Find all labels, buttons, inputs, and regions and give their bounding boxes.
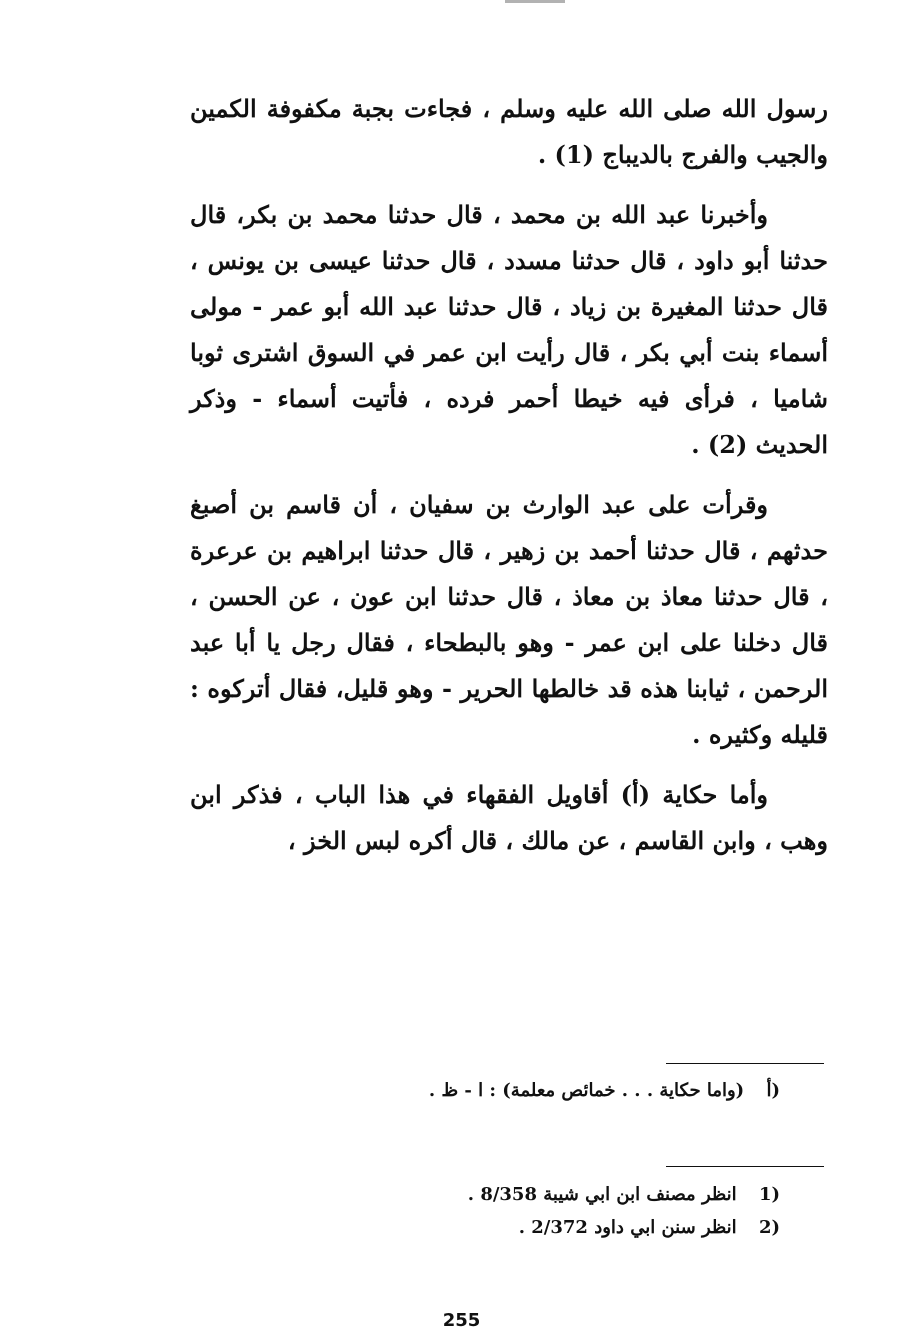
footnote-1 [468, 1184, 780, 1205]
main-text [190, 86, 828, 878]
paragraph-2: وأخبرنا عبد الله بن محمد ، قال حدثنا محمد بن بكر، قال حدثنا أبو داود ، قال حدثنا مسدد ، قال حدثنا عيسى بن يونس ، قال حدثنا المغيرة بن زياد ، قال حدثنا عبد الله أبو عمر - مولى أسماء بنت أبي بكر ، قال رأيت ابن عمر في السوق اشترى ثوبا شاميا ، فرأى فيه خيطا أحمر فرده ، فأتيت أسماء - وذكر الحديث (2) . [190, 200, 828, 459]
footnote-marker: أ) [766, 1080, 780, 1101]
footnote-marker: 2) [758, 1217, 780, 1238]
paragraph-1: رسول الله صلى الله عليه وسلم ، فجاءت بجبة مكفوفة الكمين والجيب والفرج بالديباج (1) . [190, 94, 828, 169]
footnote-variant [429, 1080, 780, 1101]
page-number: 255 [442, 1310, 481, 1331]
footnote-text: (واما حكاية . . . خمائص معلمة) : ا - ظ . [428, 1080, 745, 1101]
paragraph-4: وأما حكاية (أ) أقاويل الفقهاء في هذا الباب ، فذكر ابن وهب ، وابن القاسم ، عن مالك ، قال أكره لبس الخز ، [190, 780, 828, 855]
paragraph-3: وقرأت على عبد الوارث بن سفيان ، أن قاسم بن أصبغ حدثهم ، قال حدثنا أحمد بن زهير ، قال حدثنا ابراهيم بن عرعرة ، قال حدثنا معاذ بن معاذ ، قال حدثنا ابن عون ، عن الحسن ، قال دخلنا على ابن عمر - وهو بالبطحاء ، فقال رجل يا أبا عبد الرحمن ، ثيابنا هذه قد خالطها الحرير - وهو قليل، فقال أتركوه : قليله وكثيره . [190, 490, 828, 749]
footnote-marker: 1) [758, 1184, 780, 1205]
footnote-divider-references [666, 1166, 824, 1167]
footnote-divider-variants [666, 1063, 824, 1064]
footnote-text: انظر سنن ابي داود 2/372 . [518, 1217, 737, 1238]
top-edge-mark [505, 0, 565, 3]
footnote-text: انظر مصنف ابن ابي شيبة 8/358 . [467, 1184, 737, 1205]
footnote-2 [519, 1217, 780, 1238]
